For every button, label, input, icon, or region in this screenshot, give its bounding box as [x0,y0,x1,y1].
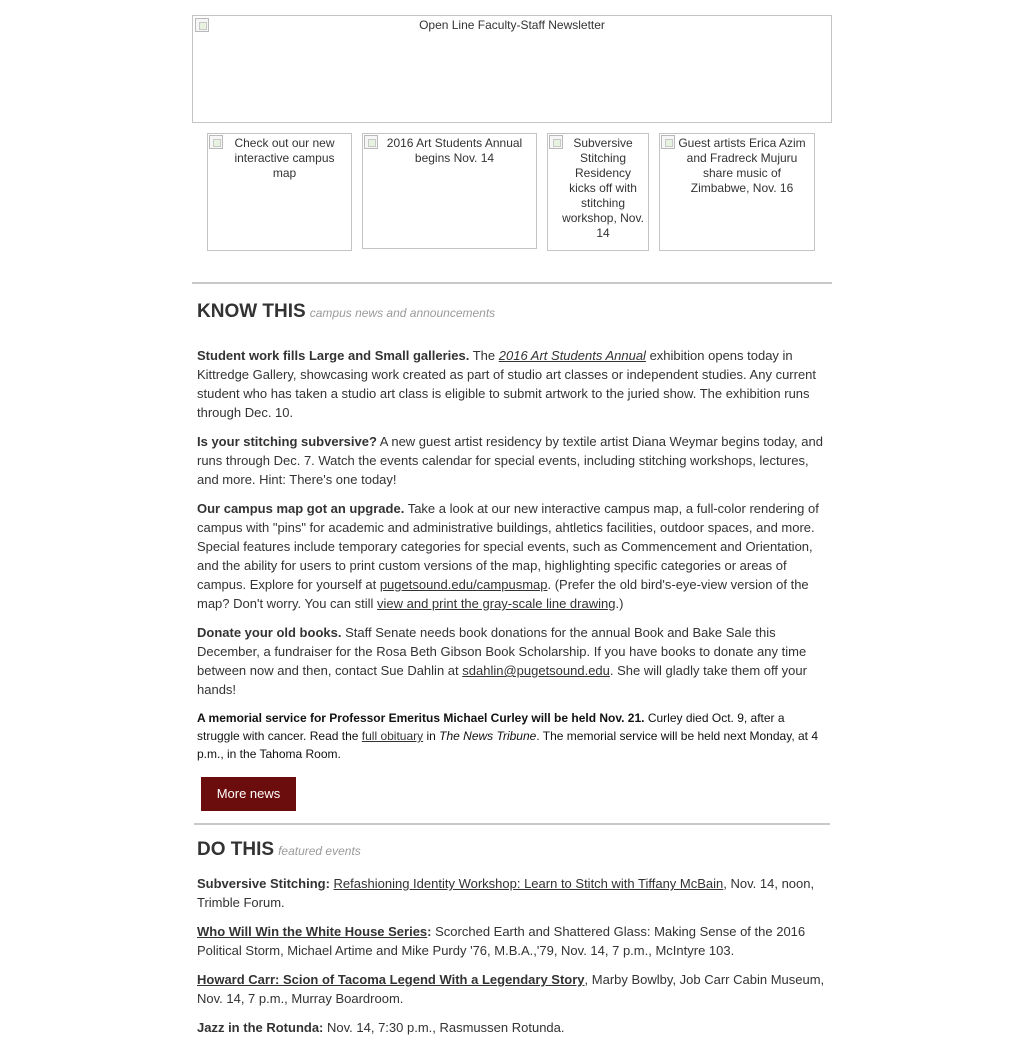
news-text: . (Prefer the old bird's-eye-view version of the map? Don't worry. You can still [197,577,809,611]
news-lead: Is your stitching subversive? [197,434,377,449]
divider [192,282,832,284]
newsletter-header [192,15,832,123]
publication-name: The News Tribune [439,729,537,743]
news-text: . The memorial service will be held next Monday, at 4 p.m., in the Tahoma Room. [197,729,818,761]
campusmap-link[interactable]: pugetsound.edu/campusmap [379,577,548,592]
obituary-link[interactable]: full obituary [361,729,424,743]
thumb-subversive-stitching[interactable] [547,133,649,251]
event-details: , Nov. 14, noon, Trimble Forum. [197,876,815,910]
banner-image[interactable] [192,15,832,123]
section-subtitle: campus news and announcements [309,306,496,320]
news-text: exhibition opens today in Kittredge Gallery, showcasing work created as part of studio art classes or independent studies. Any current student who has taken a studio art class is eligible to submit artwork to the juried show. The exhibition runs through Dec. 10. [197,348,817,420]
more-news-button[interactable]: More news [201,777,296,811]
news-item-stitching [197,432,825,489]
news-text: The [469,348,499,363]
news-text: .) [615,596,624,611]
thumb-campus-map[interactable] [207,133,352,251]
news-lead: Student work fills Large and Small galleries. [197,348,470,363]
line-drawing-link[interactable]: view and print the gray-scale line drawing [377,596,616,611]
section-subtitle: featured events [278,844,361,858]
news-text: in [423,729,440,743]
divider [194,823,830,825]
event-link[interactable]: Who Will Win the White House Series [197,924,428,939]
broken-image-icon [549,135,563,149]
news-item-campus-map [197,499,825,613]
thumb-alt-text: 2016 Art Students Annual begins Nov. 14 [386,136,523,165]
news-text: Take a look at our new interactive campus map, a full-color rendering of campus with "pins" for academic and administrative buildings, ahtletics facilities, outdoor spaces, and more. Special features include temporary categories for special events, such as Commencement and Orientation, and the ability for users to print custom versions of the map, highlighting specific categories or areas of campus. Explore for yourself at [197,501,819,592]
event-link[interactable]: Howard Carr: Scion of Tacoma Legend With a Legendary Story [197,972,585,987]
news-text: Curley died Oct. 9, after a struggle with cancer. Read the [197,711,785,743]
broken-image-icon [364,135,378,149]
thumb-alt-text: Check out our new interactive campus map [234,136,335,180]
news-item-books [197,623,825,699]
know-this-heading [197,301,825,323]
news-lead: A memorial service for Professor Emeritus Michael Curley will be held Nov. 21. [197,711,645,725]
thumb-guest-artists[interactable] [659,133,815,251]
news-lead: Our campus map got an upgrade. [197,501,405,516]
broken-image-icon [661,135,675,149]
event-item [197,874,825,912]
news-text: . She will gladly take them off your hands! [197,663,807,697]
event-colon: : [427,924,432,939]
section-title: DO THIS [197,839,275,860]
section-title: KNOW THIS [197,301,306,322]
news-item-memorial [197,709,825,763]
event-details: , Marby Bowlby, Job Carr Cabin Museum, Nov. 14, 7 p.m., Murray Boardroom. [197,972,825,1006]
event-lead: Jazz in the Rotunda: [197,1020,324,1035]
event-lead: Subversive Stitching: [197,876,330,891]
news-item-art-annual [197,346,825,422]
news-text: Staff Senate needs book donations for the annual Book and Bake Sale this December, a fundraiser for the Rosa Beth Gibson Book Scholarship. If you have books to donate any time between now and then, contact Sue Dahlin at [197,625,807,678]
event-details: Nov. 14, 7:30 p.m., Rasmussen Rotunda. [323,1020,565,1035]
event-details: Scorched Earth and Shattered Glass: Making Sense of the 2016 Political Storm, Michael Artime and Mike Purdy '76, M.B.A.,'79, Nov. 14, 7 p.m., McIntyre 103. [197,924,806,958]
news-lead: Donate your old books. [197,625,342,640]
broken-image-icon [209,135,223,149]
event-item [197,922,825,960]
event-link[interactable]: Refashioning Identity Workshop: Learn to Stitch with Tiffany McBain [333,876,724,891]
thumb-art-annual[interactable] [362,133,537,249]
news-text: A new guest artist residency by textile artist Diana Weymar begins today, and runs through Dec. 7. Watch the events calendar for special events, including stitching workshops, lectures, and more. Hint: There's one today! [197,434,823,487]
thumb-alt-text: Subversive Stitching Residency kicks off with stitching workshop, Nov. 14 [562,136,644,240]
banner-alt-text: Open Line Faculty-Staff Newsletter [419,18,605,32]
event-item [197,1018,825,1037]
event-item [197,970,825,1008]
email-link[interactable]: sdahlin@pugetsound.edu [462,663,610,678]
art-annual-link[interactable]: 2016 Art Students Annual [498,348,646,363]
thumb-alt-text: Guest artists Erica Azim and Fradreck Mujuru share music of Zimbabwe, Nov. 16 [678,136,806,195]
do-this-heading [197,839,825,861]
